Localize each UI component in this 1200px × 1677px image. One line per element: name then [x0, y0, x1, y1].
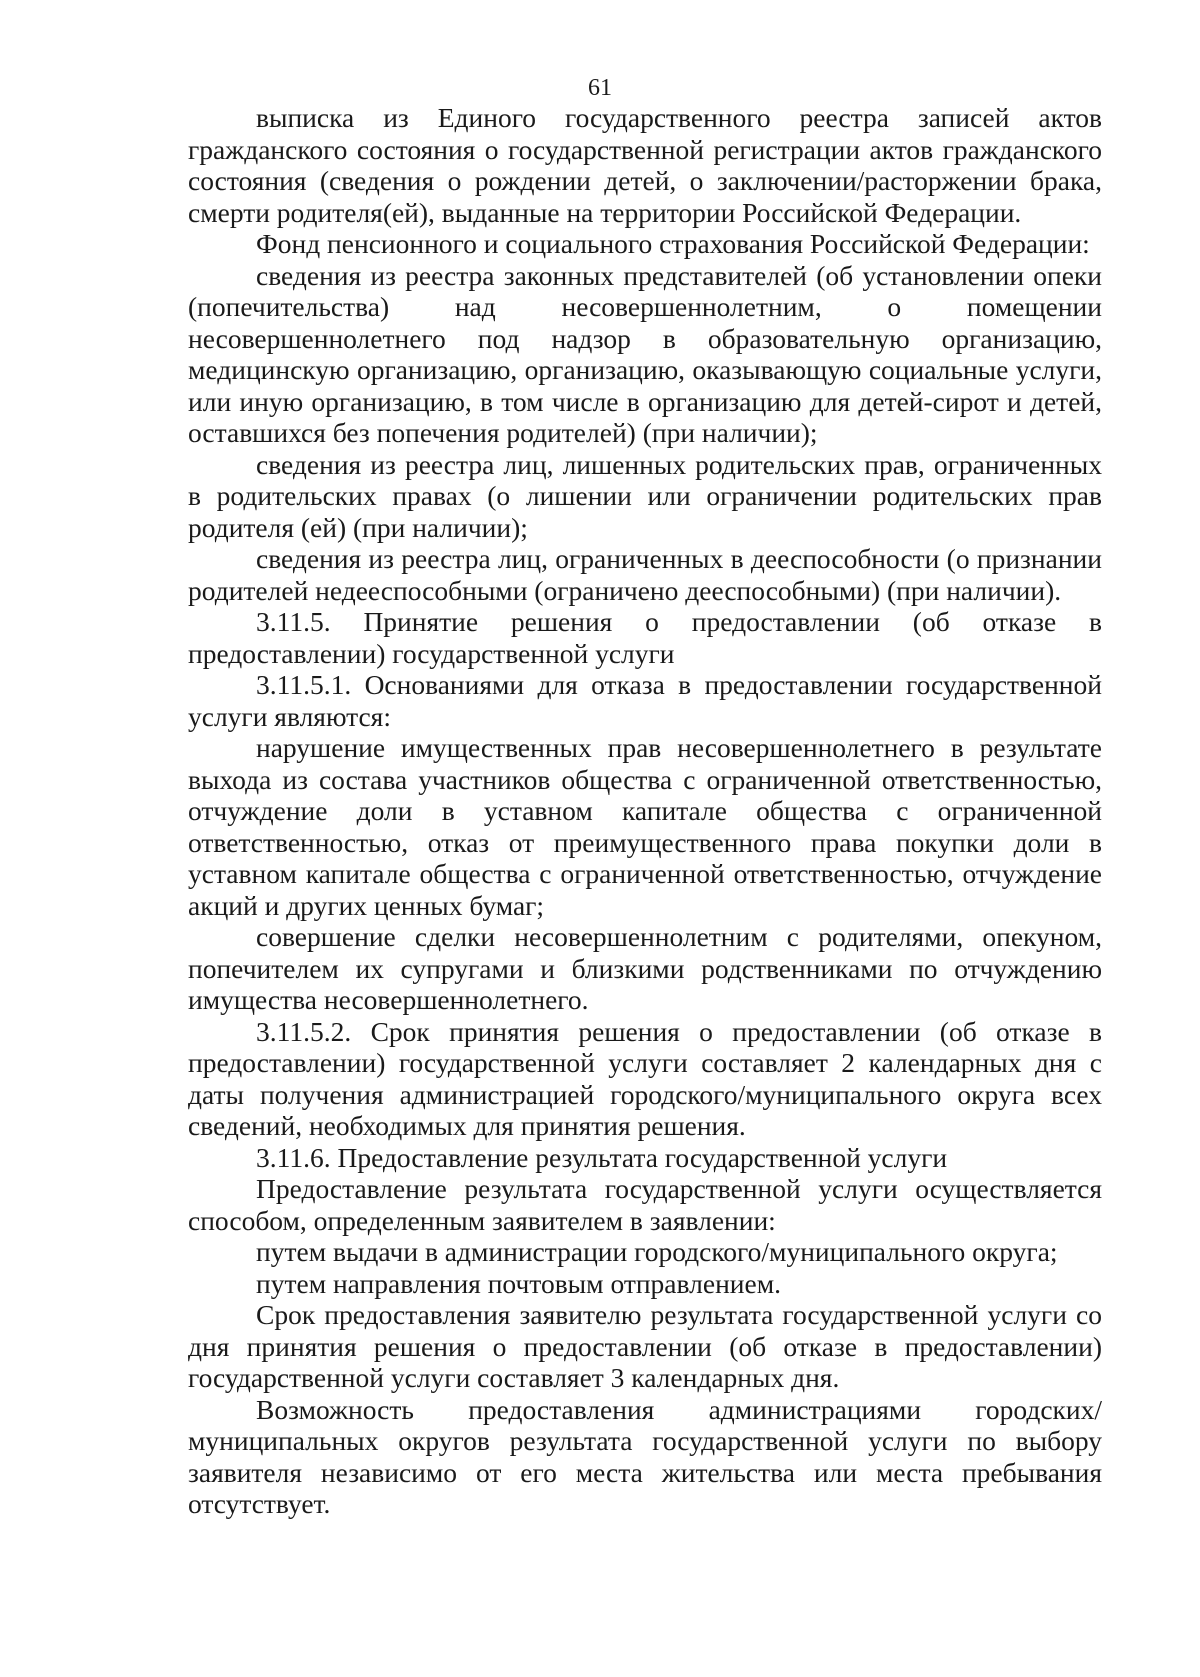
paragraph-3-11-5-2: 3.11.5.2. Срок принятия решения о предоставлении (об отказе в предоставлении) государственной услуги составляет 2 календарных дня с даты получения администрацией городского/муниципального округа всех сведений, необходимых для принятия решения.: [188, 1015, 1102, 1141]
document-body: [188, 102, 1102, 1520]
paragraph-transaction-with-relatives: совершение сделки несовершеннолетним с родителями, опекуном, попечителем их супругами и близкими родственниками по отчуждению имущества несовершеннолетнего.: [188, 921, 1102, 1015]
heading-3-11-5: 3.11.5. Принятие решения о предоставлении (об отказе в предоставлении) государственной услуги: [188, 606, 1102, 669]
paragraph-delivery-by-mail: путем направления почтовым отправлением.: [256, 1267, 781, 1299]
paragraph-extraterritorial-principle: Возможность предоставления администрациями городских/муниципальных округов результата государственной услуги по выбору заявителя независимо от его места жительства или места пребывания отсутствует.: [188, 1393, 1102, 1519]
page-number: 61: [588, 75, 612, 101]
paragraph-result-delivery: Предоставление результата государственной услуги осуществляется способом, определенным заявителем в заявлении:: [188, 1173, 1102, 1236]
paragraph-3-11-5-1: 3.11.5.1. Основаниями для отказа в предоставлении государственной услуги являются:: [188, 669, 1102, 732]
paragraph-civil-registry-extract: выписка из Единого государственного реестра записей актов гражданского состояния о государственной регистрации актов гражданского состояния (сведения о рождении детей, о заключении/расторжении брака, смерти родителя(ей), выданные на территории Российской Федерации.: [188, 102, 1102, 228]
paragraph-deprived-rights-registry: сведения из реестра лиц, лишенных родительских прав, ограниченных в родительских правах (о лишении или ограничении родительских прав родителя (ей) (при наличии);: [188, 448, 1102, 543]
paragraph-property-rights-violation: нарушение имущественных прав несовершеннолетнего в результате выхода из состава участников общества с ограниченной ответственностью, отчуждение доли в уставном капитале общества с ограниченной ответственностью, отказ от преимущественного права покупки доли в уставном капитале общества с ограниченной ответственностью, отчуждение акций и других ценных бумаг;: [188, 732, 1102, 921]
paragraph-delivery-in-person: путем выдачи в администрации городского/муниципального округа;: [256, 1236, 1058, 1267]
paragraph-limited-capacity-registry: сведения из реестра лиц, ограниченных в дееспособности (о признании родителей недееспособными (ограничено дееспособными) (при наличии).: [188, 543, 1102, 606]
heading-3-11-6: 3.11.6. Предоставление результата государственной услуги: [256, 1141, 948, 1173]
paragraph-delivery-term: Срок предоставления заявителю результата государственной услуги со дня принятия решения о предоставлении (об отказе в предоставлении) государственной услуги составляет 3 календарных дня.: [188, 1299, 1102, 1393]
paragraph-pension-fund: Фонд пенсионного и социального страхования Российской Федерации:: [256, 228, 1090, 259]
paragraph-legal-representatives-registry: сведения из реестра законных представителей (об установлении опеки (попечительства) над несовершеннолетним, о помещении несовершеннолетнего под надзор в образовательную организацию, медицинскую организацию, организацию, оказывающую социальные услуги, или иную организацию, в том числе в организацию для детей-сирот и детей, оставшихся без попечения родителей) (при наличии);: [188, 259, 1102, 448]
